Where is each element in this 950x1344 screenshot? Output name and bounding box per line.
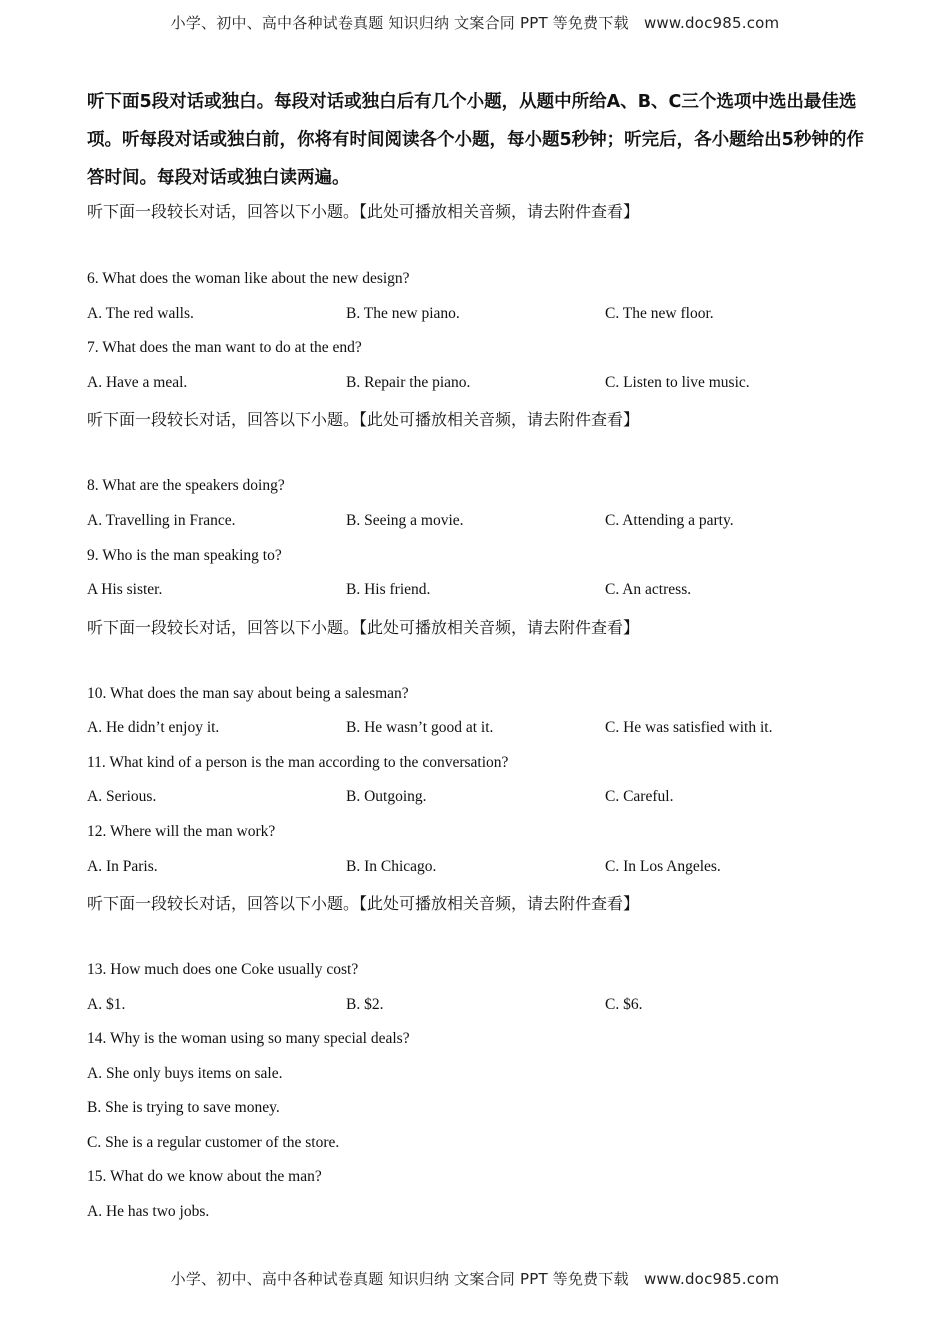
option-b: B. $2.: [346, 996, 384, 1013]
options-7: [87, 374, 867, 394]
question-7: 7. What does the man want to do at the end?: [87, 339, 362, 356]
option-c: C. She is a regular customer of the store.: [87, 1134, 340, 1151]
option-a: A. The red walls.: [87, 305, 194, 322]
option-c: C. Attending a party.: [605, 512, 734, 529]
option-b: B. The new piano.: [346, 305, 460, 322]
option-a: A. Travelling in France.: [87, 512, 236, 529]
question-15: 15. What do we know about the man?: [87, 1168, 322, 1185]
option-a: A. He didn’t enjoy it.: [87, 719, 220, 736]
option-c: C. In Los Angeles.: [605, 858, 721, 875]
option-b: B. She is trying to save money.: [87, 1099, 280, 1116]
options-8: [87, 512, 867, 532]
option-a: A His sister.: [87, 581, 163, 598]
option-a: A. Have a meal.: [87, 374, 188, 391]
page-header: 小学、初中、高中各种试卷真题 知识归纳 文案合同 PPT 等免费下载 www.doc985.com: [170, 14, 780, 32]
question-8: 8. What are the speakers doing?: [87, 477, 285, 494]
question-9: 9. Who is the man speaking to?: [87, 547, 282, 564]
options-9: [87, 581, 867, 601]
option-b: B. He wasn’t good at it.: [346, 719, 494, 736]
question-11: 11. What kind of a person is the man according to the conversation?: [87, 754, 509, 771]
option-b: B. In Chicago.: [346, 858, 437, 875]
option-c: C. An actress.: [605, 581, 692, 598]
option-b: B. Repair the piano.: [346, 374, 471, 391]
options-6: [87, 305, 867, 325]
audio-note: 听下面一段较长对话，回答以下小题。【此处可播放相关音频，请去附件查看】: [87, 894, 640, 913]
option-b: B. Seeing a movie.: [346, 512, 464, 529]
option-a: A. In Paris.: [87, 858, 158, 875]
options-12: [87, 858, 867, 878]
audio-note: 听下面一段较长对话，回答以下小题。【此处可播放相关音频，请去附件查看】: [87, 618, 640, 637]
question-13: 13. How much does one Coke usually cost?: [87, 961, 359, 978]
question-12: 12. Where will the man work?: [87, 823, 276, 840]
option-a: A. $1.: [87, 996, 126, 1013]
option-c: C. Listen to live music.: [605, 374, 750, 391]
section-instructions: 听下面5段对话或独白。每段对话或独白后有几个小题，从题中所给A、B、C三个选项中选出最佳选项。听每段对话或独白前，你将有时间阅读各个小题，每小题5秒钟；听完后，各小题给出5秒钟的作答时间。每段对话或独白读两遍。: [87, 92, 864, 188]
question-14: 14. Why is the woman using so many special deals?: [87, 1030, 410, 1047]
option-c: C. He was satisfied with it.: [605, 719, 773, 736]
options-10: [87, 719, 867, 739]
question-10: 10. What does the man say about being a salesman?: [87, 685, 409, 702]
option-b: B. His friend.: [346, 581, 431, 598]
options-11: [87, 788, 867, 808]
option-a: A. Serious.: [87, 788, 157, 805]
page-footer: 小学、初中、高中各种试卷真题 知识归纳 文案合同 PPT 等免费下载 www.doc985.com: [170, 1270, 780, 1288]
option-b: B. Outgoing.: [346, 788, 427, 805]
audio-note: 听下面一段较长对话，回答以下小题。【此处可播放相关音频，请去附件查看】: [87, 410, 640, 429]
option-c: C. The new floor.: [605, 305, 714, 322]
option-c: C. $6.: [605, 996, 643, 1013]
audio-note: 听下面一段较长对话，回答以下小题。【此处可播放相关音频，请去附件查看】: [87, 202, 640, 221]
option-c: C. Careful.: [605, 788, 674, 805]
option-a: A. She only buys items on sale.: [87, 1065, 283, 1082]
option-a: A. He has two jobs.: [87, 1203, 210, 1220]
options-13: [87, 996, 867, 1016]
question-6: 6. What does the woman like about the new design?: [87, 270, 410, 287]
